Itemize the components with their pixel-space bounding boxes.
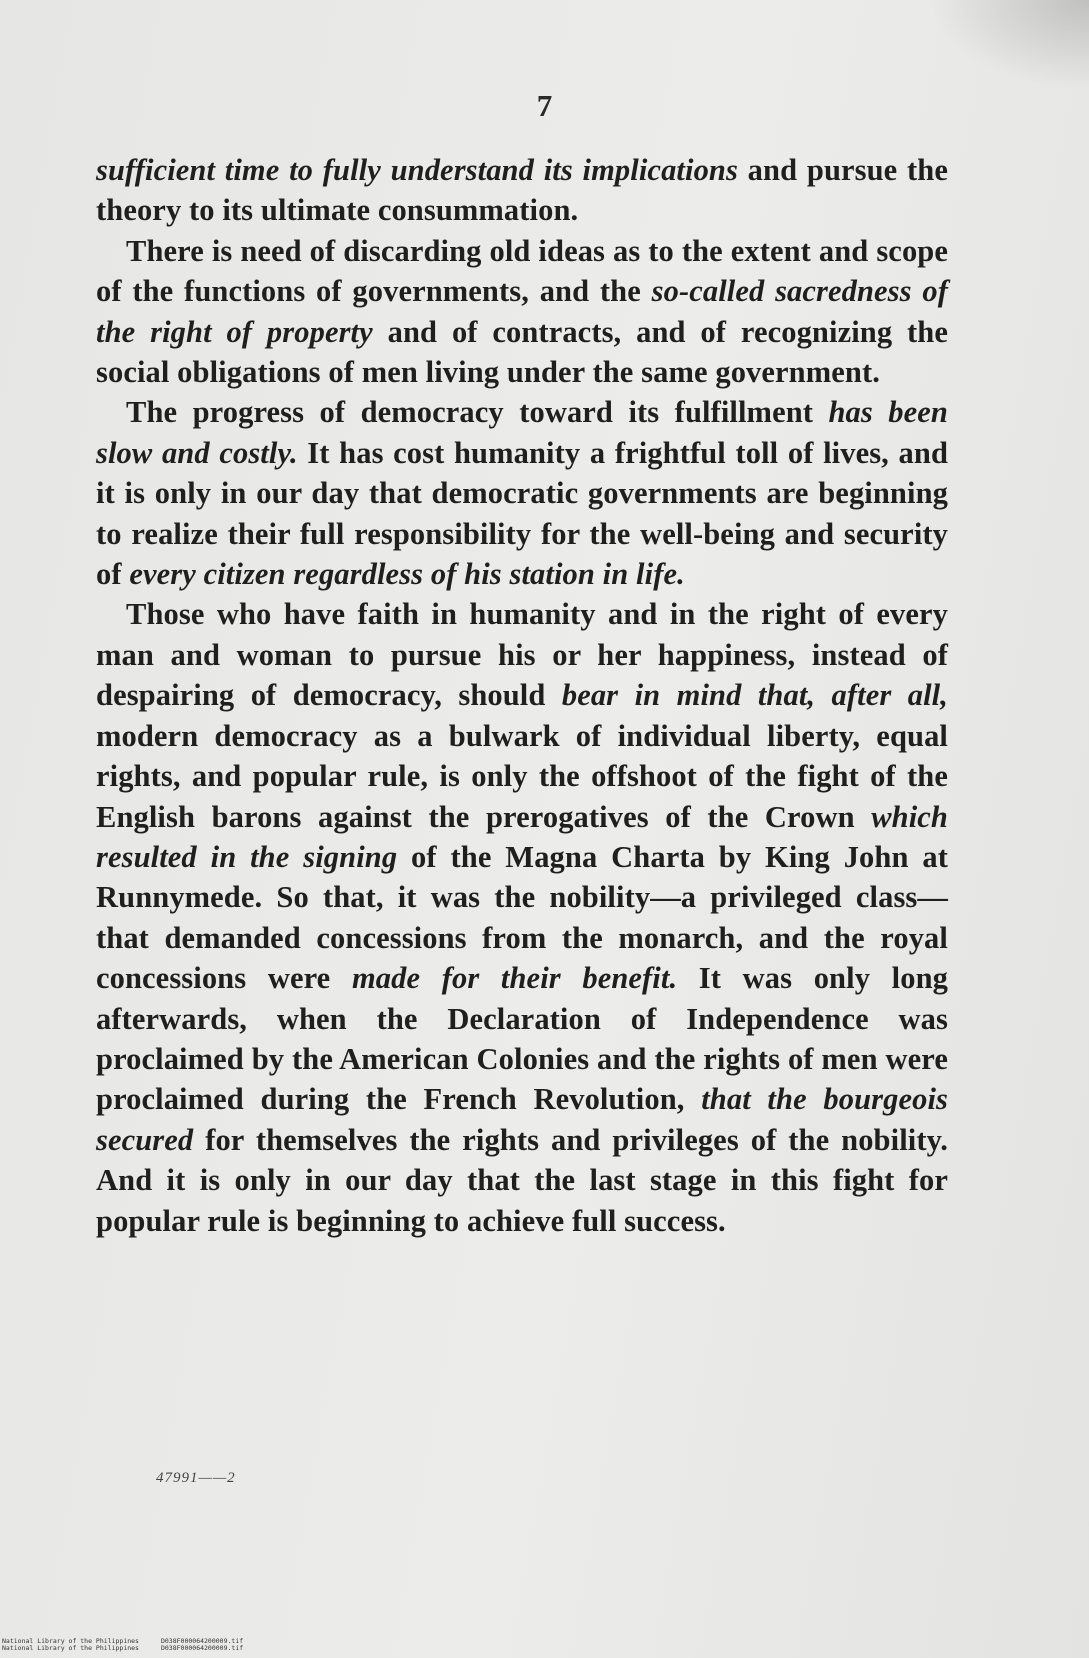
text-run: It was only long afterwards, when the Declaration of Independence was proclaimed by the American Colonies and the rights of men were proclaimed during the French Revolution, bbox=[96, 961, 949, 1117]
stamp-line-2 bbox=[2, 1645, 265, 1652]
signature-code: 47991——2 bbox=[156, 1470, 236, 1486]
text-run: and of contracts, and of recognizing the social obligations of men living under the same government. bbox=[96, 314, 948, 390]
italic-text-run: every citizen regardless of his station in life. bbox=[129, 557, 685, 592]
text-run: for themselves the rights and privileges of the nobility. And it is only in our day that the last stage in this fight for popular rule is beginning to achieve full success. bbox=[96, 1122, 948, 1238]
text-run: Those who have faith in humanity and in the right of every man and woman to pursue his or her happiness, instead of despairing of democracy, should bbox=[96, 597, 948, 713]
stamp-file-name: D038F000064200009.tif bbox=[160, 1637, 244, 1645]
italic-text-run: has been slow and costly. bbox=[96, 395, 948, 470]
library-stamp bbox=[2, 1638, 265, 1652]
text-run: of the Magna Charta by King John at Runnymede. So that, it was the nobility—a privileged class—that demanded concessions from the monarch, and the royal concessions were bbox=[96, 839, 948, 996]
page-edge-shadow bbox=[929, 0, 1089, 90]
paragraph bbox=[96, 231, 948, 393]
italic-text-run: bear in mind that, after all, bbox=[561, 678, 948, 713]
italic-text-run: sufficient time to fully understand its implications bbox=[96, 153, 738, 187]
italic-text-run: that the bourgeois secured bbox=[96, 1082, 948, 1157]
italic-text-run: made for their benefit. bbox=[351, 961, 678, 996]
paragraph bbox=[96, 392, 948, 594]
paragraph bbox=[96, 594, 948, 1241]
text-run: It has cost humanity a frightful toll of lives, and it is only in our day that democratic governments are beginning to realize their full responsibility for the well-being and security of bbox=[96, 435, 949, 592]
body-text bbox=[96, 150, 948, 1241]
text-run: and pursue the theory to its ultimate consummation. bbox=[96, 153, 948, 228]
text-run: The progress of democracy toward its fulfillment bbox=[126, 395, 829, 430]
stamp-library-name: National Library of the Philippines bbox=[2, 1644, 139, 1652]
italic-text-run: which resulted in the signing bbox=[96, 799, 948, 874]
page-number: 7 bbox=[536, 88, 553, 123]
paragraph bbox=[96, 150, 948, 231]
stamp-library-name: National Library of the Philippines bbox=[2, 1637, 139, 1645]
text-run: There is need of discarding old ideas as to the extent and scope of the functions of governments, and the bbox=[96, 233, 948, 309]
text-run: modern democracy as a bulwark of individual liberty, equal rights, and popular rule, is only the offshoot of the fight of the English barons against the prerogatives of the Crown bbox=[96, 718, 948, 834]
italic-text-run: so-called sacredness of the right of property bbox=[96, 274, 948, 349]
stamp-file-name: D038F000064200009.tif bbox=[160, 1644, 244, 1652]
